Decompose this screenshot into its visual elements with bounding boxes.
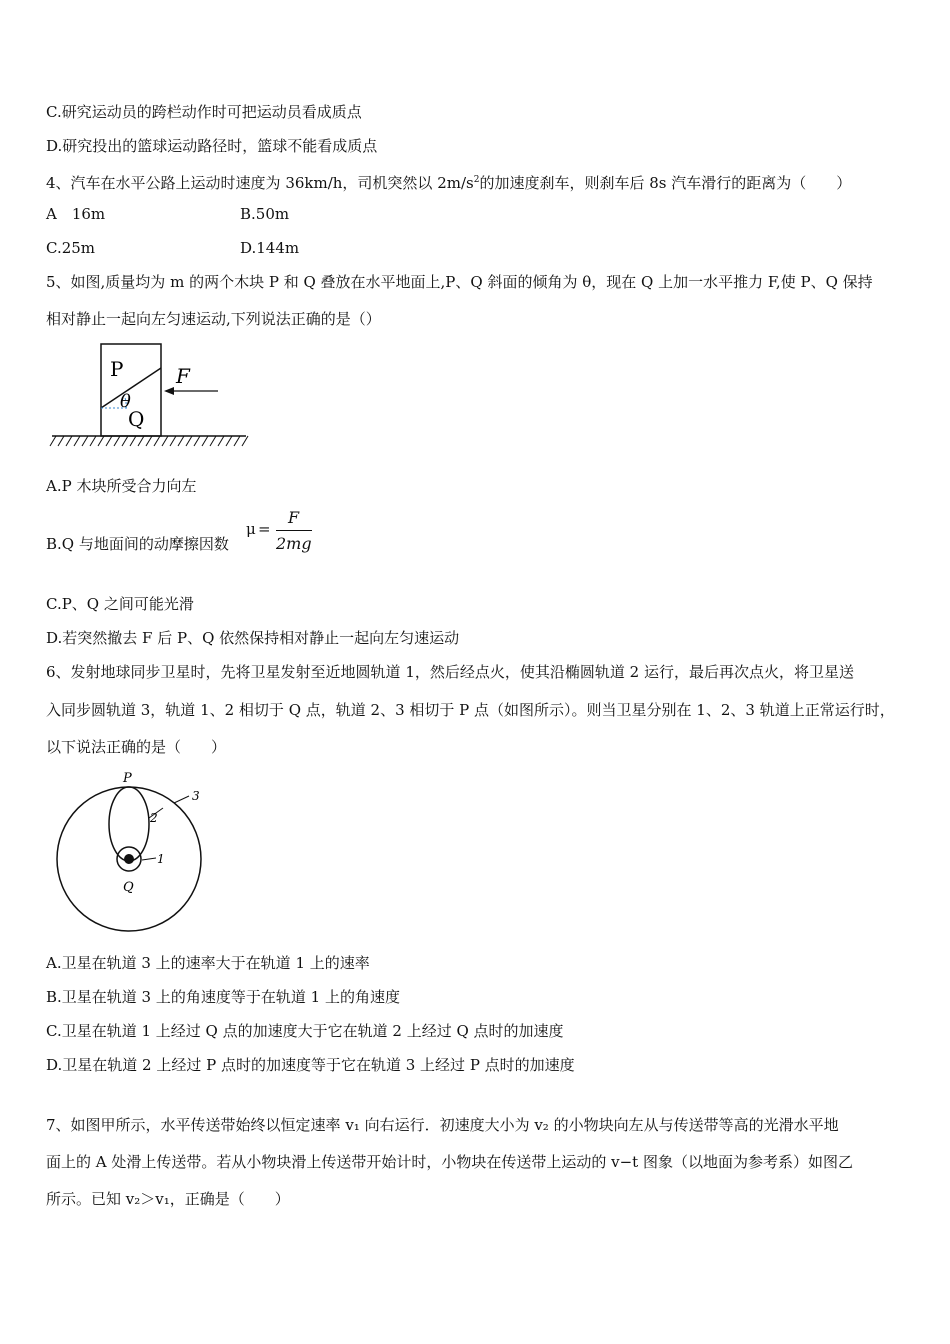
q6-option-a: A.卫星在轨道 3 上的速率大于在轨道 1 上的速率 (46, 954, 370, 972)
q6-orbits-figure (46, 766, 216, 936)
q6-earth (124, 854, 134, 864)
q6-label-1: 1 (157, 852, 165, 866)
q4-stem (46, 170, 851, 193)
q6-leader-3 (174, 796, 189, 803)
q7-stem-line2: 面上的 A 处滑上传送带。若从小物块滑上传送带开始计时，小物块在传送带上运动的 v−t 图象（以地面为参考系）如图乙 (46, 1153, 853, 1171)
q6-stem-line1: 6、发射地球同步卫星时，先将卫星发射至近地圆轨道 1，然后经点火，使其沿椭圆轨道 2 运行，最后再次点火，将卫星送 (46, 663, 854, 681)
q6-label-p: P (123, 771, 132, 786)
q5-label-p: P (110, 357, 124, 381)
q4-option-a: A 16m (46, 205, 106, 223)
q4-stem-part1: 4、汽车在水平公路上运动时速度为 36km/h，司机突然以 2m/s (46, 174, 474, 192)
q6-label-q: Q (123, 880, 134, 895)
q5-label-f: F (176, 364, 190, 388)
q5-ground-hatching (50, 436, 248, 446)
q5-friction-formula (246, 508, 326, 554)
q5-stem-line1: 5、如图,质量均为 m 的两个木块 P 和 Q 叠放在水平地面上,P、Q 斜面的倾角为 θ，现在 Q 上加一水平推力 F,使 P、Q 保持 (46, 273, 873, 291)
q5-label-q: Q (128, 407, 145, 431)
q6-option-d: D.卫星在轨道 2 上经过 P 点时的加速度等于它在轨道 3 上经过 P 点时的加速度 (46, 1056, 575, 1074)
q6-label-3: 3 (192, 789, 200, 803)
q6-label-2: 2 (150, 811, 158, 825)
formula-denominator: 2mg (276, 534, 312, 553)
q4-option-d: D.144m (240, 239, 300, 257)
q4-option-b: B.50m (240, 205, 290, 223)
q4-stem-superscript: 2 (473, 175, 480, 185)
q5-option-d: D.若突然撤去 F 后 P、Q 依然保持相对静止一起向左匀速运动 (46, 629, 460, 647)
q6-orbit-2 (109, 787, 149, 861)
q6-stem-line2: 入同步圆轨道 3，轨道 1、2 相切于 Q 点，轨道 2、3 相切于 P 点（如图所示）。则当卫星分别在 1、2、3 轨道上正常运行时， (46, 701, 895, 719)
q5-stem-line2: 相对静止一起向左匀速运动,下列说法正确的是（） (46, 310, 381, 328)
q6-leader-1 (142, 858, 156, 860)
q5-label-theta: θ (120, 391, 131, 412)
q4-stem-part2: 的加速度刹车，则刹车后 8s 汽车滑行的距离为（ ） (479, 174, 852, 192)
formula-equals: = (258, 520, 271, 538)
q3-option-c: C.研究运动员的跨栏动作时可把运动员看成质点 (46, 103, 362, 121)
q7-stem-line1: 7、如图甲所示，水平传送带始终以恒定速率 v₁ 向右运行．初速度大小为 v₂ 的小物块向左从与传送带等高的光滑水平地 (46, 1116, 839, 1134)
q6-option-c: C.卫星在轨道 1 上经过 Q 点的加速度大于它在轨道 2 上经过 Q 点时的加速度 (46, 1022, 564, 1040)
q5-option-c: C.P、Q 之间可能光滑 (46, 595, 194, 613)
q6-stem-line3: 以下说法正确的是（ ） (46, 738, 227, 756)
q5-blocks-figure (46, 338, 256, 450)
q7-stem-line3: 所示。已知 v₂＞v₁，正确是（ ） (46, 1190, 290, 1208)
formula-mu: μ (246, 520, 256, 538)
q4-option-c: C.25m (46, 239, 96, 257)
formula-fraction-bar (276, 530, 312, 531)
q5-force-arrow-head (164, 387, 174, 395)
formula-numerator: F (288, 508, 300, 527)
q5-option-a: A.P 木块所受合力向左 (46, 477, 197, 495)
q6-option-b: B.卫星在轨道 3 上的角速度等于在轨道 1 上的角速度 (46, 988, 400, 1006)
q5-option-b: B.Q 与地面间的动摩擦因数 (46, 535, 229, 553)
q3-option-d: D.研究投出的篮球运动路径时，篮球不能看成质点 (46, 137, 378, 155)
